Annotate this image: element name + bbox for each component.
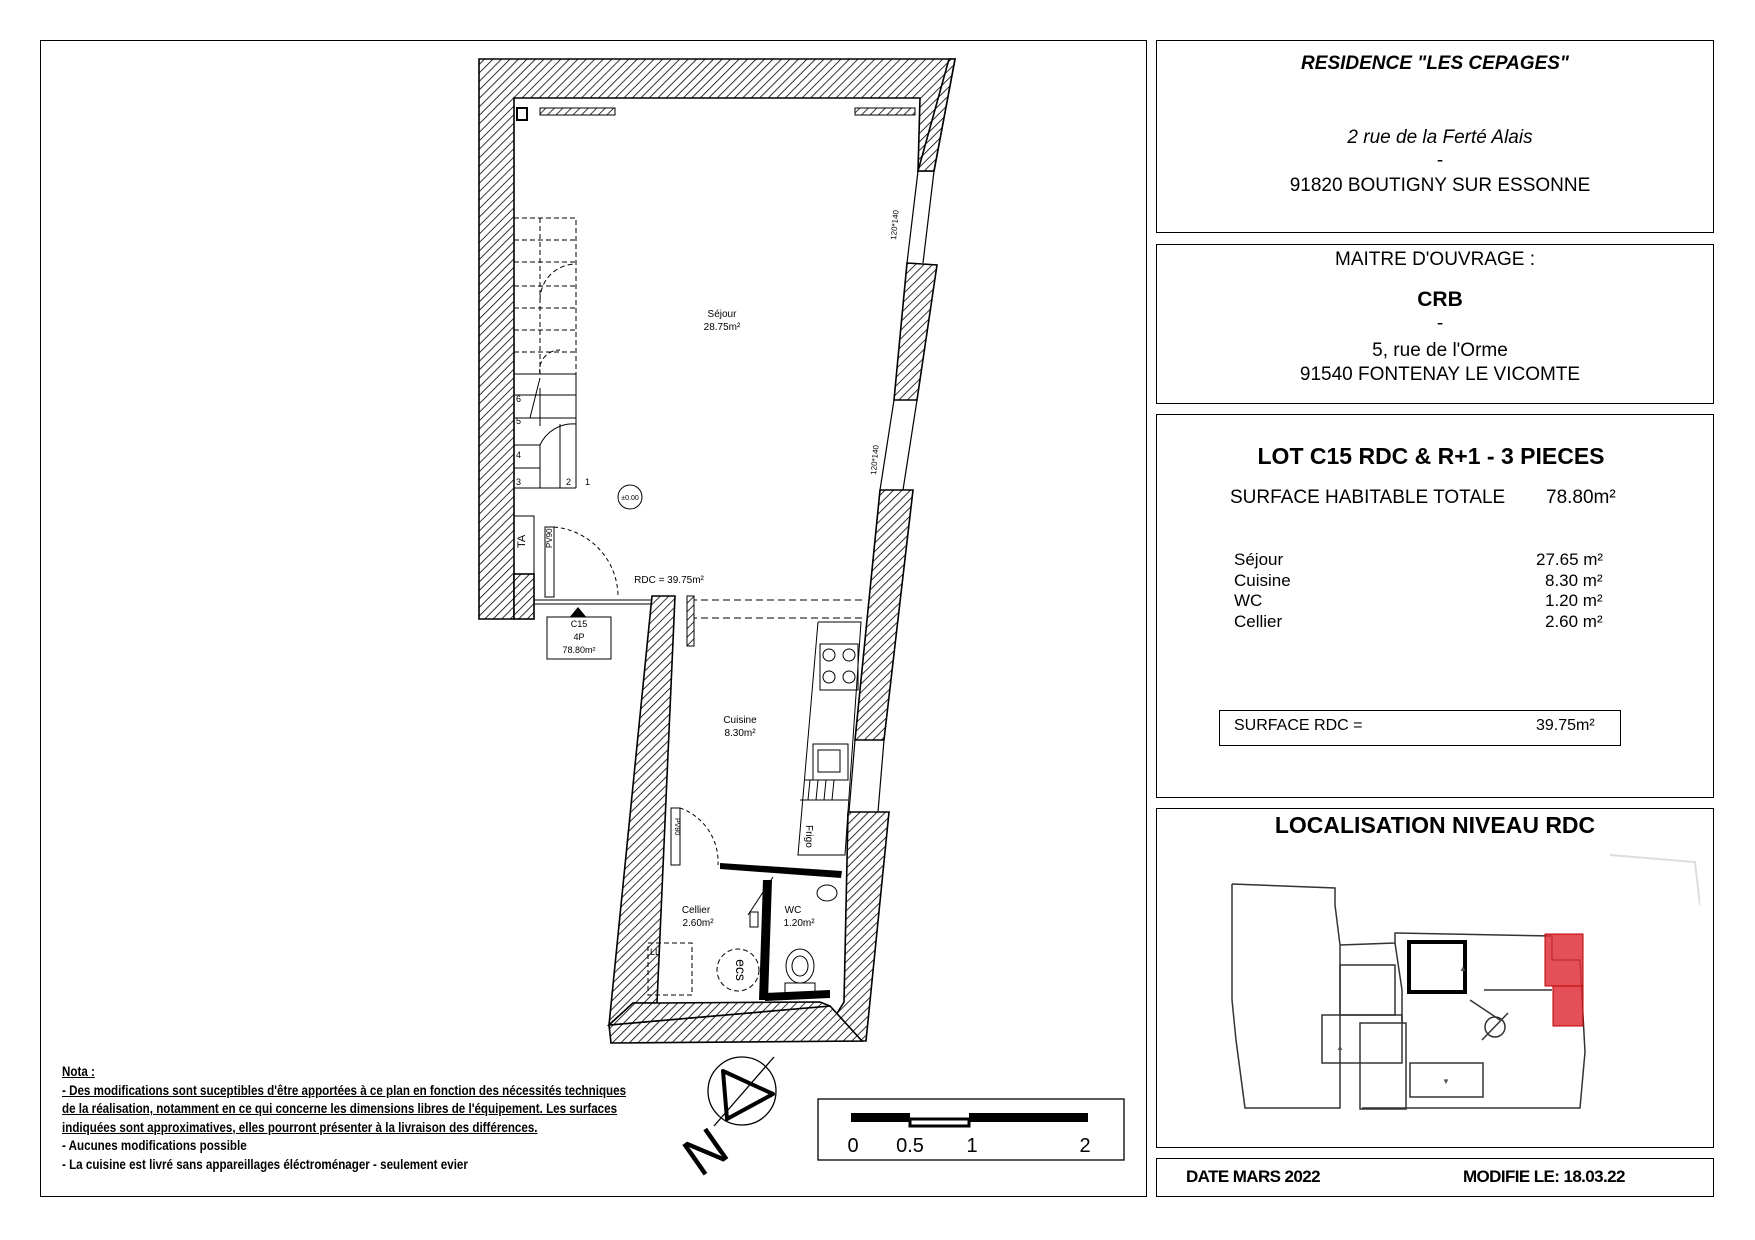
project-separator: - <box>1436 150 1444 171</box>
cuisine-label: Cuisine <box>723 715 757 726</box>
scale-label: 0.5 <box>896 1135 924 1157</box>
modified-label: MODIFIE LE: 18.03.22 <box>1463 1167 1625 1186</box>
cellier-area: 2.60m² <box>682 918 714 929</box>
stair-number: 3 <box>516 477 522 487</box>
room-name: WC <box>1234 591 1263 610</box>
rdc-area-label: RDC = 39.75m² <box>634 575 704 586</box>
nota-line: - La cuisine est livré sans appareillages éléctroménager - seulement evier <box>62 1156 468 1172</box>
boiler-label: ecs <box>733 959 749 981</box>
nota-line: - Des modifications sont suceptibles d'être apportées à ce plan en fonction des nécessités techniques <box>62 1082 627 1098</box>
scale-label: 0 <box>847 1135 859 1157</box>
nota-title: Nota : <box>62 1064 95 1079</box>
total-surface-value: 78.80m² <box>1546 487 1616 508</box>
rdc-surface-value: 39.75m² <box>1536 717 1595 734</box>
lot-highlight <box>1409 942 1465 992</box>
scale-label: 2 <box>1079 1135 1091 1157</box>
stair-number: 1 <box>585 477 591 487</box>
window-label-1: 120*140 <box>889 209 901 241</box>
door-label: PV80 <box>673 818 680 836</box>
level-marker: ±0.00 <box>621 495 639 502</box>
room-name: Cuisine <box>1234 571 1291 590</box>
door-label: PV90 <box>545 528 554 548</box>
lot-tag: C15 <box>570 619 588 629</box>
cuisine-area: 8.30m² <box>724 728 756 739</box>
floor-plan <box>40 40 1147 1197</box>
wc-label: WC <box>784 905 802 916</box>
rdc-surface-label: SURFACE RDC = <box>1234 717 1363 734</box>
owner-address-1: 5, rue de l'Orme <box>1372 340 1508 361</box>
owner-separator: - <box>1436 313 1444 334</box>
lot-tag: 4P <box>573 632 585 642</box>
nota-line: de la réalisation, notamment en ce qui concerne les dimensions libres de l'équipement. Les surfaces <box>62 1101 618 1116</box>
room-area: 8.30 m² <box>1545 571 1603 590</box>
svg-text:▲: ▲ <box>1336 1043 1344 1052</box>
stair-number: 5 <box>516 416 522 426</box>
room-area: 27.65 m² <box>1536 550 1604 569</box>
residence-title: RESIDENCE "LES CEPAGES" <box>1301 53 1569 74</box>
cellier-label: Cellier <box>681 905 711 916</box>
date-label: DATE MARS 2022 <box>1186 1167 1320 1186</box>
project-address-1: 2 rue de la Ferté Alais <box>1347 127 1533 148</box>
lot-tag: 78.80m² <box>562 645 596 655</box>
wc-area: 1.20m² <box>783 918 815 929</box>
stair-number: 4 <box>516 450 522 460</box>
nota-block <box>62 1063 626 1174</box>
fridge-label: Frigo <box>803 825 814 848</box>
owner-name: CRB <box>1417 288 1463 311</box>
stair-number: 6 <box>516 394 522 404</box>
room-name: Séjour <box>1234 550 1284 569</box>
localisation-title: LOCALISATION NIVEAU RDC <box>1274 812 1596 838</box>
north-arrow <box>672 1057 776 1188</box>
north-letter: N <box>672 1116 739 1188</box>
svg-text:▼: ▼ <box>1442 1077 1450 1086</box>
wall-west <box>609 596 675 1025</box>
room-name: Cellier <box>1234 612 1283 631</box>
nota-line: - Aucunes modifications possible <box>62 1138 247 1153</box>
total-surface-label: SURFACE HABITABLE TOTALE <box>1230 487 1506 508</box>
nota-line: indiquées sont approximatives, elles pourront présenter à la livraison des différences. <box>62 1119 538 1135</box>
sejour-label: Séjour <box>707 309 737 320</box>
scale-label: 1 <box>966 1135 978 1157</box>
owner-heading: MAITRE D'OUVRAGE : <box>1335 249 1535 270</box>
localisation-map <box>1220 850 1700 1120</box>
sejour-area: 28.75m² <box>703 322 741 333</box>
svg-text:▲: ▲ <box>1459 964 1467 973</box>
owner-address-2: 91540 FONTENAY LE VICOMTE <box>1299 364 1581 385</box>
stair-number: 2 <box>566 477 572 487</box>
ta-label: TA <box>516 534 528 548</box>
window-label-2: 120*140 <box>869 444 881 476</box>
ll-label: LL <box>650 947 661 957</box>
room-area: 1.20 m² <box>1545 591 1603 610</box>
project-address-2: 91820 BOUTIGNY SUR ESSONNE <box>1289 175 1591 196</box>
room-area: 2.60 m² <box>1545 612 1603 631</box>
lot-title: LOT C15 RDC & R+1 - 3 PIECES <box>1257 443 1605 469</box>
